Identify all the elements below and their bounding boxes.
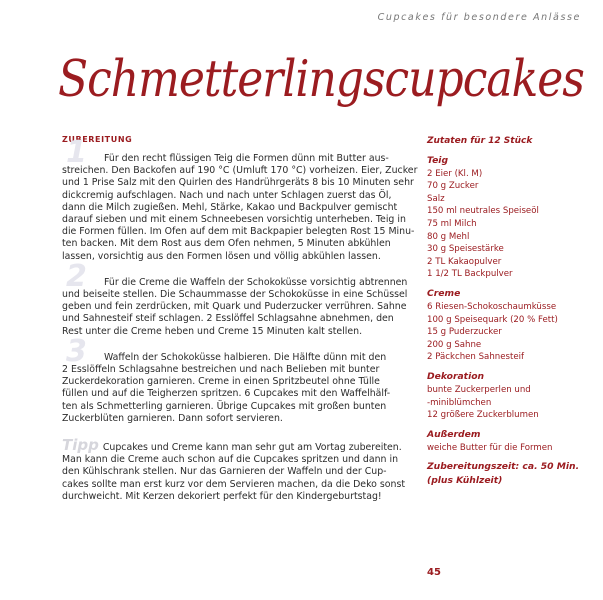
tip-text: cakes sollte man erst kurz vor dem Servieren machen, da die Deko sonst	[62, 478, 406, 490]
text-line: und 1 Prise Salz mit den Quirlen des Handrührgeräts 8 bis 10 Minuten sehr	[62, 177, 414, 189]
ingredient-item: bunte Zuckerperlen und	[427, 384, 531, 395]
text-line: dann die Milch zugießen. Mehl, Stärke, Kakao und Backpulver gemischt	[62, 201, 398, 213]
text-line: ten als Schmetterling garnieren. Übrige Cupcakes mit großen bunten	[62, 400, 387, 412]
tip-text: Man kann die Creme auch schon auf die Cupcakes spritzen und dann in	[62, 454, 399, 466]
text-line: Zuckerblüten garnieren. Dann sofort servieren.	[62, 412, 283, 424]
ingredient-item: 12 größere Zuckerblumen	[427, 410, 539, 421]
text-line: Für den recht flüssigen Teig die Formen dünn mit Butter aus-	[104, 153, 389, 164]
ingredient-item: 150 ml neutrales Speiseöl	[427, 206, 539, 217]
instructions-column	[62, 135, 418, 517]
ingredient-item: 6 Riesen-Schokoschaumküsse	[427, 301, 557, 312]
text-line: 2 Esslöffeln Schlagsahne bestreichen und nach Belieben mit bunter	[62, 364, 380, 376]
page-number: 45	[427, 567, 441, 578]
preparation-time	[427, 460, 597, 488]
ingredient-group-title: Außerdem	[427, 428, 481, 440]
tip-text: durchweicht. Mit Kerzen dekoriert perfekt für den Kindergeburtstag!	[62, 490, 382, 502]
text-line	[62, 491, 412, 503]
ingredients-column	[427, 135, 597, 488]
step-number: 2	[66, 258, 87, 294]
ingredient-item: 70 g Zucker	[427, 181, 479, 192]
ingredient-item: 200 g Sahne	[427, 339, 482, 350]
ingredient-group	[427, 154, 597, 281]
ingredient-item: weiche Butter für die Formen	[427, 442, 553, 453]
text-line: darauf sieben und mit einem Schneebesen vorsichtig unterheben. Teig in	[62, 214, 406, 226]
text-line: dickcremig aufschlagen. Nach und nach unter Schlagen zuerst das Öl,	[62, 189, 392, 201]
ingredient-group-title: Dekoration	[427, 370, 485, 382]
text-line: geben und fein zerdrücken, mit Quark und Puderzucker verrühren. Sahne	[62, 301, 407, 313]
ingredient-group-title: Teig	[427, 154, 449, 166]
tip-text: Cupcakes und Creme kann man sehr gut am Vortag zubereiten.	[102, 442, 402, 454]
ingredient-group-title: Creme	[427, 287, 461, 299]
text-line	[62, 479, 412, 491]
text-line	[62, 436, 412, 455]
tip-paragraph	[62, 436, 412, 503]
step-number: 1	[66, 135, 87, 170]
ingredients-heading: Zutaten für 12 Stück	[427, 136, 533, 146]
step-number: 3	[66, 333, 87, 369]
section-label: ZUBEREITUNG	[62, 135, 133, 144]
tip-label: Tipp	[62, 436, 99, 455]
text-line: und Sahnesteif steif schlagen. 2 Esslöffel Schlagsahne abnehmen, den	[62, 313, 394, 325]
step-paragraph	[62, 258, 412, 338]
step-paragraph	[62, 333, 412, 425]
text-line: Waffeln der Schokoküsse halbieren. Die Hälfte dünn mit den	[104, 351, 387, 363]
ingredient-item: -miniblümchen	[427, 397, 492, 408]
text-line: ten backen. Mit dem Rost aus dem Ofen nehmen, 5 Minuten abkühlen	[62, 238, 391, 250]
text-line: die Formen füllen. Im Ofen auf dem mit Backpapier belegten Rost 15 Minu-	[62, 226, 415, 238]
text-line: und beiseite stellen. Die Schaummasse der Schokoküsse in eine Schüssel	[62, 289, 408, 301]
text-line: Rest unter die Creme heben und Creme 15 Minuten kalt stellen.	[62, 325, 363, 337]
time-line: Zubereitungszeit: ca. 50 Min.	[427, 461, 580, 473]
time-line: (plus Kühlzeit)	[427, 475, 503, 487]
ingredient-item: 2 TL Kakaopulver	[427, 256, 502, 267]
text-line: lassen, vorsichtig aus den Formen lösen und völlig abkühlen lassen.	[62, 250, 381, 262]
text-line: füllen und auf die Teigherzen spritzen. 6 Cupcakes mit den Waffelhälf-	[62, 388, 391, 400]
ingredient-item: 15 g Puderzucker	[427, 327, 502, 338]
ingredient-item: 30 g Speisestärke	[427, 244, 504, 255]
ingredient-group	[427, 287, 597, 364]
text-line: Zuckerdekoration garnieren. Creme in einen Spritzbeutel ohne Tülle	[62, 376, 380, 388]
text-line	[62, 454, 412, 466]
ingredient-group	[427, 428, 597, 455]
running-head: Cupcakes für besondere Anlässe	[377, 12, 581, 23]
ingredient-group	[427, 370, 597, 422]
ingredient-item: Salz	[427, 193, 445, 204]
ingredient-item: 75 ml Milch	[427, 218, 477, 229]
ingredient-item: 1 1/2 TL Backpulver	[427, 269, 513, 280]
ingredient-item: 100 g Speisequark (20 % Fett)	[427, 314, 558, 325]
ingredient-item: 2 Päckchen Sahnesteif	[427, 352, 525, 363]
text-line: streichen. Den Backofen auf 190 °C (Umluft 170 °C) vorheizen. Eier, Zucker	[62, 165, 418, 177]
text-line	[62, 466, 412, 478]
text-line: Für die Creme die Waffeln der Schokoküsse vorsichtig abtrennen	[104, 276, 408, 288]
tip-text: den Kühlschrank stellen. Nur das Garnieren der Waffeln und der Cup-	[62, 466, 387, 478]
ingredient-item: 80 g Mehl	[427, 231, 470, 242]
ingredient-item: 2 Eier (Kl. M)	[427, 168, 483, 179]
recipe-title: Schmetterlingscupcakes	[58, 50, 584, 109]
